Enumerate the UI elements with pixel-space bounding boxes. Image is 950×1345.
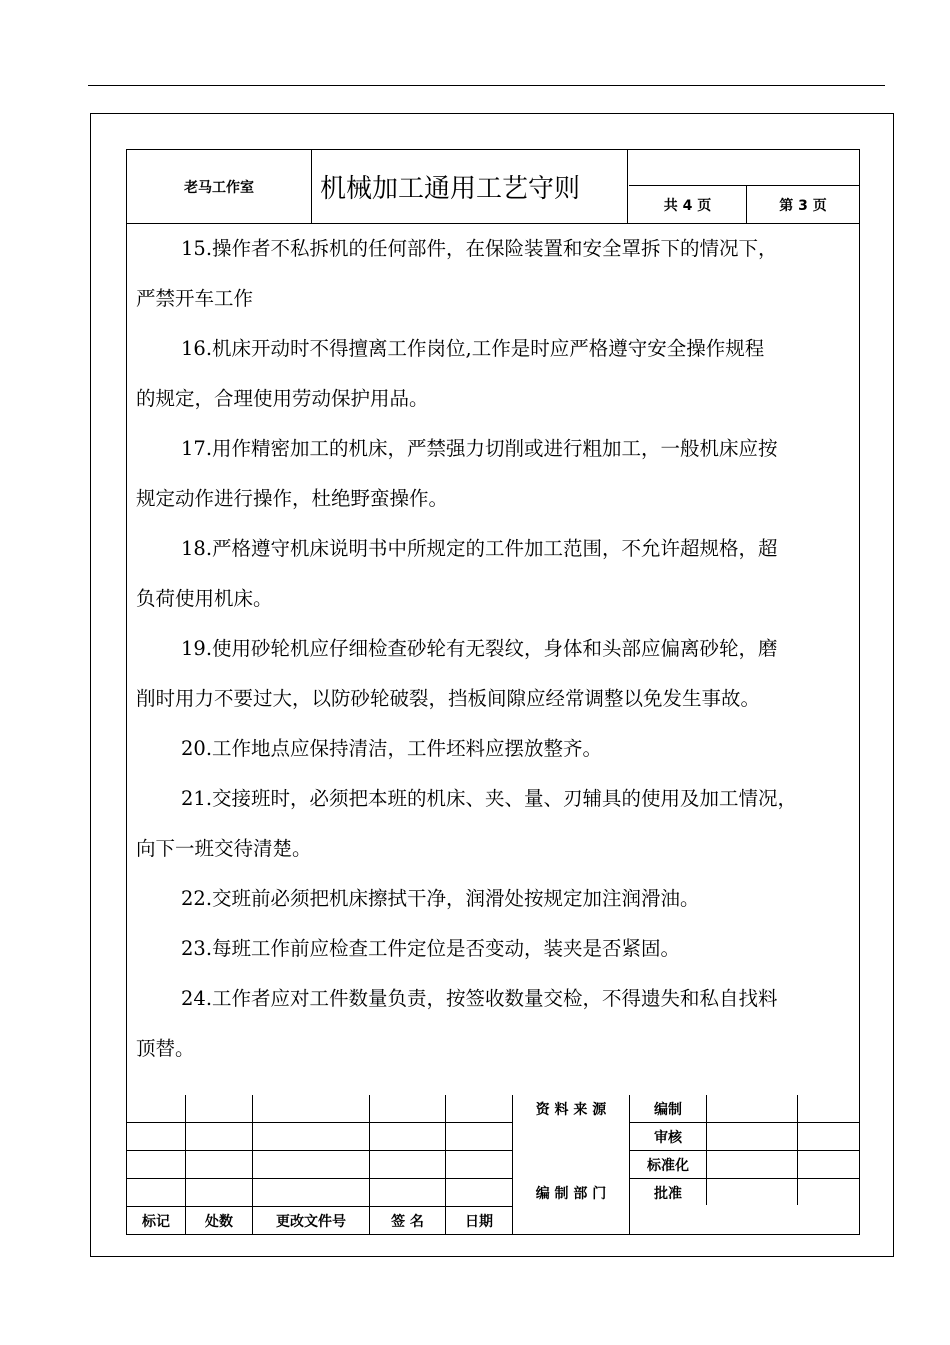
text-line: 向下一班交待清楚。 — [136, 837, 312, 860]
col-mark: 标记 — [142, 1213, 170, 1230]
text-line: 削时用力不要过大，以防砂轮破裂，挡板间隙应经常调整以免发生事故。 — [136, 687, 761, 710]
standard-label: 标准化 — [647, 1157, 689, 1174]
table-rule — [127, 1178, 859, 1179]
col-count: 处数 — [205, 1213, 233, 1230]
text-line: 的规定，合理使用劳动保护用品。 — [136, 387, 429, 410]
revision-table — [127, 1095, 859, 1234]
merge-mask — [796, 1207, 799, 1234]
col-doc-number: 更改文件号 — [276, 1213, 346, 1230]
col-signature: 签 名 — [391, 1213, 424, 1230]
text-line: 15.操作者不私拆机的任何部件，在保险装置和安全罩拆下的情况下， — [181, 237, 778, 260]
total-pages: 共 4 页 — [629, 186, 747, 223]
text-line: 严禁开车工作 — [136, 287, 254, 310]
table-rule — [127, 1150, 859, 1151]
text-line: 17.用作精密加工的机床，严禁强力切削或进行粗加工，一般机床应按 — [181, 437, 778, 460]
text-line: 24.工作者应对工件数量负责，按签收数量交检，不得遗失和私自找料 — [181, 987, 778, 1010]
text-line: 顶替。 — [136, 1037, 195, 1060]
source-label: 资 料 来 源 — [535, 1101, 607, 1118]
page-number: 第 3 页 — [779, 197, 827, 214]
text-line: 16.机床开动时不得擅离工作岗位,工作是时应严格遵守安全操作规程 — [181, 337, 765, 360]
text-line: 21.交接班时，必须把本班的机床、夹、量、刃辅具的使用及加工情况， — [181, 787, 798, 810]
table-rule — [127, 1122, 859, 1123]
page-info — [629, 150, 859, 223]
rules-text — [136, 224, 851, 1074]
text-line: 23.每班工作前应检查工件定位是否变动，装夹是否紧固。 — [181, 937, 681, 960]
page-header-rule — [88, 85, 885, 86]
process-sheet — [126, 149, 860, 1235]
merge-mask — [705, 1207, 708, 1234]
studio-name: 老马工作室 — [127, 150, 312, 223]
document-title: 机械加工通用工艺守则 — [312, 150, 628, 223]
review-label: 审核 — [654, 1129, 682, 1146]
approve-label: 批准 — [654, 1185, 682, 1202]
merge-mask — [513, 1149, 629, 1152]
dept-label: 编 制 部 门 — [535, 1185, 607, 1202]
text-line: 负荷使用机床。 — [136, 587, 273, 610]
text-line: 规定动作进行操作，杜绝野蛮操作。 — [136, 487, 449, 510]
col-date: 日期 — [465, 1213, 493, 1230]
text-line: 20.工作地点应保持清洁，工件坯料应摆放整齐。 — [181, 737, 603, 760]
sheet-header — [127, 150, 859, 224]
page-info-blank-cell — [629, 150, 859, 186]
text-line: 18.严格遵守机床说明书中所规定的工件加工范围，不允许超规格，超 — [181, 537, 778, 560]
text-line: 19.使用砂轮机应仔细检查砂轮有无裂纹，身体和头部应偏离砂轮，磨 — [181, 637, 778, 660]
text-line: 22.交班前必须把机床擦拭干净，润滑处按规定加注润滑油。 — [181, 887, 700, 910]
compile-label: 编制 — [654, 1101, 682, 1118]
